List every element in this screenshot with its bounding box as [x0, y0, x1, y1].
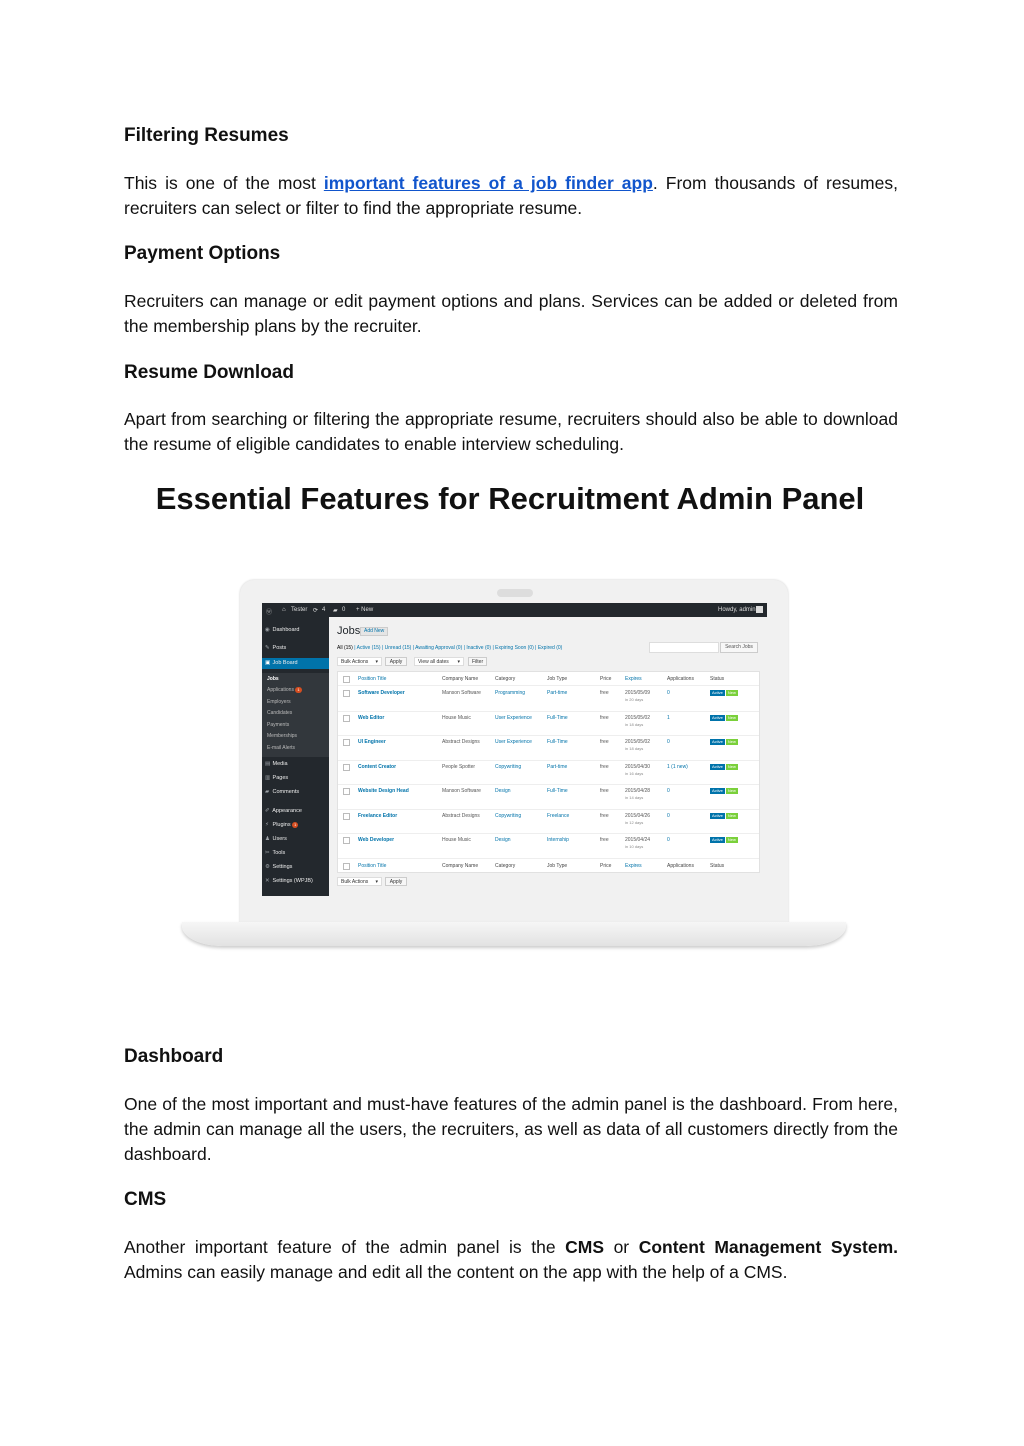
sidebar-item-job-board — [262, 658, 329, 669]
table-row — [338, 784, 759, 810]
company-name: Manson Software — [442, 788, 481, 794]
column-category: Category — [495, 863, 516, 869]
applications-count: 0 — [667, 812, 670, 819]
status-active-badge: Active — [712, 690, 723, 695]
status-new-badge: New — [727, 690, 736, 695]
sidebar-label: Settings (WPJB) — [272, 878, 313, 884]
sidebar-label: Job Board — [272, 660, 298, 666]
home-icon: ⌂ — [282, 607, 286, 613]
page-title: Jobs — [337, 625, 361, 637]
row-checkbox — [343, 837, 350, 844]
row-checkbox — [343, 715, 350, 722]
column-position-title: Position Title — [358, 676, 387, 682]
status-active-badge: Active — [712, 714, 723, 720]
price: free — [600, 690, 609, 696]
job-title-link: Web Editor — [358, 714, 385, 721]
expires-relative: in 18 days — [625, 721, 644, 727]
table-row — [338, 735, 759, 761]
expires-date: 2015/05/02 — [625, 714, 651, 721]
sidebar-label: Appearance — [272, 808, 302, 814]
cms-bold: CMS — [565, 1237, 605, 1257]
company-name: House Music — [442, 837, 471, 843]
column-applications: Applications — [667, 676, 694, 682]
category: Design — [495, 837, 511, 843]
sidebar-item-plugins — [265, 820, 327, 831]
job-type: Full-Time — [547, 714, 568, 721]
column-applications: Applications — [667, 863, 694, 869]
admin-bar — [262, 603, 767, 617]
submenu-employers: Employers — [267, 699, 291, 705]
comments-count: 0 — [342, 607, 346, 613]
paragraph-text: or — [604, 1237, 639, 1257]
job-title-link: Software Developer — [358, 690, 405, 696]
status-new-badge: New — [727, 714, 736, 720]
wrench-icon: ✂ — [265, 850, 270, 856]
applications-count: 0 — [667, 837, 670, 843]
table-row — [338, 711, 759, 737]
expires-date: 2015/04/24 — [625, 837, 651, 843]
new-content-link: + New — [356, 607, 374, 613]
status-active-badge: Active — [712, 763, 723, 769]
updates-count: 4 — [322, 607, 326, 613]
job-title-link: Web Developer — [358, 837, 395, 843]
select-all-checkbox — [343, 676, 350, 683]
filter-button: Filter — [468, 657, 487, 666]
submenu-memberships: Memberships — [267, 733, 298, 739]
applications-count: 1 — [667, 714, 670, 721]
column-expires: Expires — [625, 863, 642, 869]
status-new-badge: New — [727, 788, 736, 793]
laptop-camera — [497, 589, 533, 597]
company-name: Abstract Designs — [442, 739, 480, 745]
sidebar-label: Comments — [272, 789, 300, 795]
row-checkbox — [343, 739, 350, 746]
price: free — [600, 714, 609, 721]
status-active-badge: Active — [712, 788, 723, 793]
company-name: House Music — [442, 714, 471, 721]
price: free — [600, 837, 609, 843]
category: Copywriting — [495, 812, 522, 819]
status-badges — [710, 764, 739, 770]
job-type: Part-time — [547, 690, 568, 696]
job-type: Freelance — [547, 812, 570, 819]
column-category: Category — [495, 676, 516, 682]
status-filters — [337, 645, 562, 651]
job-type: Full-Time — [547, 739, 568, 745]
category: User Experience — [495, 739, 532, 745]
company-name: Manson Software — [442, 690, 481, 696]
expires-date: 2015/05/02 — [625, 739, 651, 745]
status-new-badge: New — [727, 812, 736, 818]
sidebar-label: Pages — [272, 775, 289, 781]
job-finder-features-link[interactable]: important features of a job finder app — [323, 173, 653, 193]
row-checkbox — [343, 764, 350, 771]
site-name: Tester — [291, 607, 308, 613]
updates-icon: ⟳ — [313, 608, 319, 614]
bulk-actions-select-bottom — [337, 877, 382, 886]
paragraph-text: Another important feature of the admin panel is the — [124, 1237, 566, 1257]
row-checkbox — [343, 813, 350, 820]
sidebar-label: Posts — [272, 645, 287, 651]
sidebar-item-appearance — [265, 806, 327, 817]
comment-icon: ▰ — [265, 789, 270, 795]
paragraph-text: . From thousands of resumes, recruiters can select or filter to find the appropriate resume. — [124, 173, 898, 218]
column-price: Price — [600, 676, 612, 682]
status-active-badge: Active — [712, 837, 723, 842]
expires-relative: in 18 days — [625, 746, 644, 751]
heading-resume-download: Resume Download — [124, 362, 294, 383]
select-value: Bulk Actions — [341, 879, 369, 885]
settings-icon: ⚙ — [265, 864, 270, 870]
submenu-jobs: Jobs — [267, 676, 279, 682]
admin-panel-screenshot — [262, 603, 767, 896]
heading-cms: CMS — [124, 1189, 167, 1210]
sidebar-label: Media — [272, 761, 288, 767]
apply-button-bottom: Apply — [385, 877, 407, 886]
job-title-link: UI Engineer — [358, 739, 386, 745]
category: User Experience — [495, 714, 532, 721]
chevron-down-icon: ▾ — [375, 659, 378, 665]
expires-date: 2015/04/26 — [625, 812, 651, 819]
content-management-system-bold: Content Management System. — [638, 1237, 898, 1257]
expires-relative: in 20 days — [625, 697, 644, 702]
sidebar-label: Tools — [272, 850, 286, 856]
briefcase-icon: ▣ — [265, 660, 271, 666]
media-icon: ▤ — [265, 761, 271, 767]
wordpress-logo-icon: ⓦ — [266, 610, 273, 616]
paragraph-resume-download: Apart from searching or filtering the appropriate resume, recruiters should also be able to download the resume of eligible candidates to enable interview scheduling. — [124, 409, 898, 454]
category: Copywriting — [495, 763, 522, 770]
applications-count: 0 — [667, 788, 670, 794]
sidebar-item-settings — [265, 862, 327, 873]
submenu-candidates: Candidates — [267, 710, 293, 716]
column-status: Status — [710, 863, 725, 869]
column-status: Status — [710, 676, 725, 682]
status-new-badge: New — [727, 739, 736, 744]
heading-payment-options: Payment Options — [124, 243, 281, 264]
applications-count: 0 — [667, 739, 670, 745]
table-row — [338, 760, 759, 786]
submenu-applications — [267, 687, 302, 693]
expires-relative: in 10 days — [625, 844, 644, 849]
filter-links: | Active (15) | Unread (15) | Awaiting Approval (0) | Inactive (0) | Expiring Soon (0) | Expired (0) — [354, 645, 563, 651]
brush-icon: ✐ — [265, 808, 270, 814]
expires-relative: in 12 days — [625, 819, 644, 825]
dashboard-icon: ◉ — [265, 627, 270, 633]
user-icon: ♟ — [265, 836, 270, 842]
bulk-actions-select — [337, 657, 382, 666]
plugins-badge: 1 — [294, 822, 297, 827]
admin-content — [329, 617, 767, 896]
job-title-link: Website Design Head — [358, 788, 409, 794]
applications-count: 0 — [667, 690, 670, 696]
category: Design — [495, 788, 511, 794]
status-badges — [710, 837, 739, 843]
column-company: Company Name — [442, 676, 479, 682]
paragraph-filtering-resumes — [124, 171, 898, 221]
row-checkbox — [343, 788, 350, 795]
column-job-type: Job Type — [547, 676, 568, 682]
job-type: Internship — [547, 837, 569, 843]
sidebar-label: Users — [272, 836, 287, 842]
status-badges — [710, 788, 739, 794]
sidebar-label: Plugins — [272, 822, 291, 828]
dates-select — [414, 657, 464, 666]
submenu-label: Applications — [267, 687, 294, 693]
heading-dashboard: Dashboard — [124, 1046, 224, 1067]
expires-date: 2015/05/09 — [625, 690, 651, 696]
job-title-link: Freelance Editor — [358, 812, 398, 819]
status-badges — [710, 813, 739, 819]
table-row — [338, 833, 759, 859]
sidebar-label: Settings — [272, 864, 293, 870]
plug-icon: ⚡ — [265, 822, 269, 828]
status-badges — [710, 739, 739, 745]
price: free — [600, 788, 609, 794]
table-footer — [338, 858, 759, 872]
status-badges — [710, 715, 739, 721]
select-value: Bulk Actions — [341, 659, 369, 665]
job-type: Full-Time — [547, 788, 568, 794]
apply-button: Apply — [385, 657, 407, 666]
add-new-button: Add New — [360, 627, 388, 636]
pages-icon: ▥ — [265, 775, 271, 781]
table-row — [338, 809, 759, 835]
sidebar-item-users — [265, 834, 327, 845]
job-type: Part-time — [547, 763, 568, 770]
price: free — [600, 812, 609, 819]
jobs-table — [337, 671, 760, 873]
comments-icon: ▰ — [333, 608, 338, 614]
main-heading: Essential Features for Recruitment Admin Panel — [155, 481, 865, 516]
tools-icon: ✕ — [265, 878, 270, 884]
sidebar-item-settings-wpjb — [265, 876, 327, 887]
company-name: People Spotter — [442, 763, 476, 770]
howdy-user: Howdy, admin — [718, 607, 756, 613]
price: free — [600, 763, 609, 770]
sidebar-item-tools — [265, 848, 327, 859]
admin-sidebar — [262, 617, 329, 896]
company-name: Abstract Designs — [442, 812, 480, 819]
search-input — [649, 642, 719, 653]
paragraph-cms — [124, 1235, 898, 1285]
status-badges — [710, 690, 739, 696]
expires-relative: in 16 days — [625, 770, 644, 776]
row-checkbox — [343, 690, 350, 697]
avatar — [756, 606, 763, 613]
sidebar-item-pages — [265, 773, 327, 784]
applications-badge: 1 — [297, 687, 300, 692]
select-value: View all dates — [418, 659, 449, 665]
filter-all: All (15) — [337, 645, 353, 651]
column-job-type: Job Type — [547, 863, 568, 869]
column-expires: Expires — [625, 676, 642, 682]
column-company: Company Name — [442, 863, 479, 869]
category: Programming — [495, 690, 526, 696]
price: free — [600, 739, 609, 745]
table-header — [338, 672, 759, 686]
sidebar-item-dashboard — [265, 625, 327, 636]
submenu-email-alerts: E-mail Alerts — [267, 745, 296, 751]
chevron-down-icon: ▾ — [457, 659, 460, 665]
column-price: Price — [600, 863, 612, 869]
sidebar-item-posts — [265, 643, 327, 654]
applications-count: 1 (1 new) — [667, 763, 688, 770]
search-jobs-button: Search Jobs — [720, 642, 758, 653]
chevron-down-icon: ▾ — [375, 879, 378, 885]
sidebar-label: Dashboard — [272, 627, 300, 633]
select-all-checkbox-footer — [343, 863, 350, 870]
expires-relative: in 14 days — [625, 795, 644, 800]
paragraph-text: This is one of the most — [124, 173, 324, 193]
submenu-payments: Payments — [267, 722, 290, 728]
status-new-badge: New — [727, 837, 736, 842]
table-row — [338, 686, 759, 712]
heading-filtering-resumes: Filtering Resumes — [124, 125, 289, 146]
pin-icon: ✎ — [265, 645, 270, 651]
paragraph-dashboard: One of the most important and must-have features of the admin panel is the dashboard. From here, the admin can manage all the users, the recruiters, as well as data of all customers directly from the dashboard. — [124, 1094, 898, 1164]
status-active-badge: Active — [712, 812, 723, 818]
status-active-badge: Active — [712, 739, 723, 744]
expires-date: 2015/04/30 — [625, 763, 651, 770]
sidebar-item-media — [265, 759, 327, 770]
paragraph-text: Admins can easily manage and edit all the content on the app with the help of a CMS. — [124, 1262, 788, 1282]
paragraph-payment-options: Recruiters can manage or edit payment options and plans. Services can be added or deleted from the membership plans by the recruiter. — [124, 291, 898, 336]
job-title-link: Content Creator — [358, 763, 397, 770]
column-position-title: Position Title — [358, 863, 387, 869]
sidebar-item-comments — [265, 787, 327, 798]
status-new-badge: New — [727, 763, 736, 769]
laptop-base — [182, 922, 846, 946]
expires-date: 2015/04/28 — [625, 788, 651, 794]
